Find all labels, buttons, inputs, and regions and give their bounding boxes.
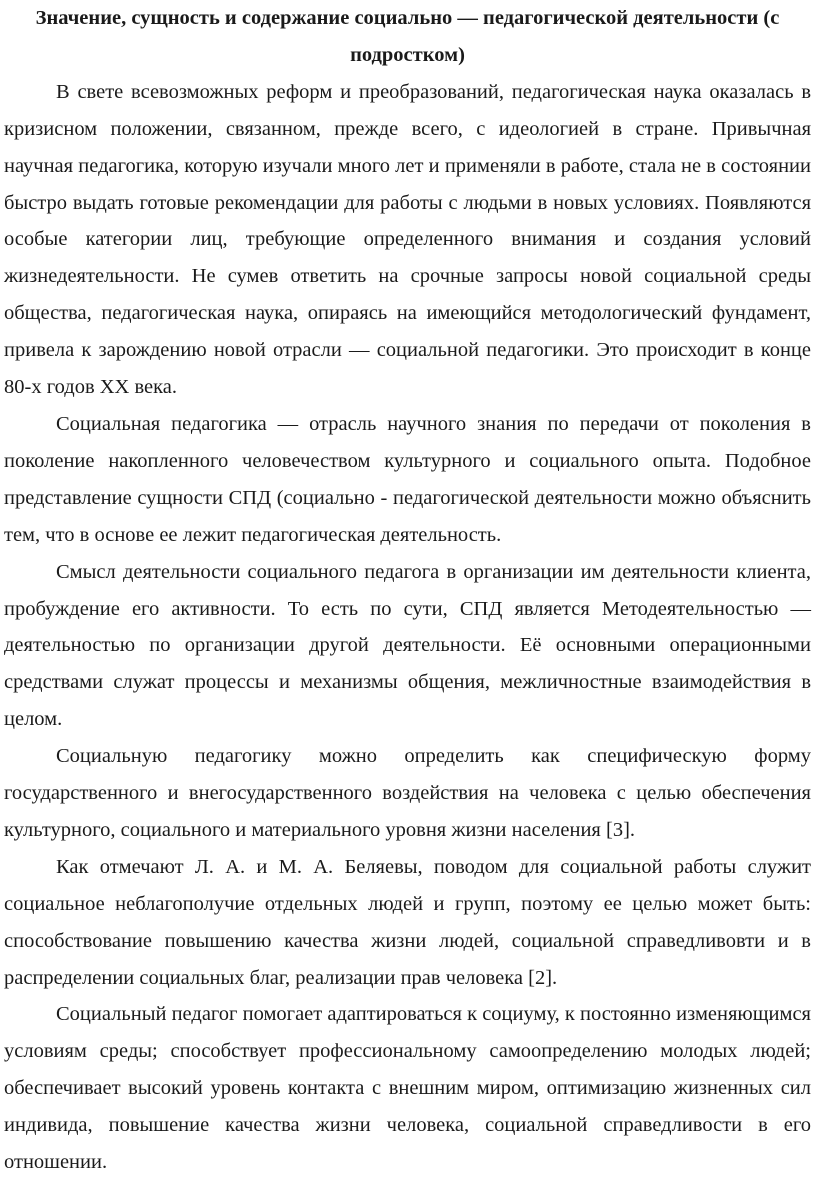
paragraph-1: В свете всевозможных реформ и преобразований, педагогическая наука оказалась в кризисном положении, связанном, прежде всего, с идеологией в стране. Привычная научная педагогика, которую изучали много лет и применяли в работе, стала не в состоянии быстро выдать готовые рекомендации для работы с людьми в новых условиях. Появляются особые категории лиц, требующие определенного внимания и создания условий жизнедеятельности. Не сумев ответить на срочные запросы новой социальной среды общества, педагогическая наука, опираясь на имеющийся методологический фундамент, привела к зарождению новой отрасли — социальной педагогики. Это происходит в конце 80-х годов XX века. (4, 80, 811, 399)
paragraph-3: Смысл деятельности социального педагога в организации им деятельности клиента, пробуждение его активности. То есть по сути, СПД является Методеятельностью — деятельностью по организации другой деятельности. Её основными операционными средствами служат процессы и механизмы общения, межличностные взаимодействия в целом. (4, 560, 811, 731)
paragraph-2: Социальная педагогика — отрасль научного знания по передачи от поколения в поколение накопленного человечеством культурного и социального опыта. Подобное представление сущности СПД (социально - педагогической деятельности можно объяснить тем, что в основе ее лежит педагогическая деятельность. (4, 412, 811, 546)
document-title: Значение, сущность и содержание социально — педагогической деятельности (с подростком) (35, 7, 780, 66)
paragraph-5: Как отмечают Л. А. и М. А. Беляевы, поводом для социальной работы служит социальное неблагополучие отдельных людей и групп, поэтому ее целью может быть: способствование повышению качества жизни людей, социальной справедливовти и в распределении социальных благ, реализации прав человека [2]. (4, 855, 811, 989)
paragraph-4: Социальную педагогику можно определить как специфическую форму государственного и внегосударственного воздействия на человека с целью обеспечения культурного, социального и материального уровня жизни населения [3]. (4, 745, 811, 841)
paragraph-6: Социальный педагог помогает адаптироваться к социуму, к постоянно изменяющимся условиям среды; способствует профессиональному самоопределению молодых людей; обеспечивает высокий уровень контакта с внешним миром, оптимизацию жизненных сил индивида, повышение качества жизни человека, социальной справедливости в его отношении. (4, 1003, 811, 1174)
